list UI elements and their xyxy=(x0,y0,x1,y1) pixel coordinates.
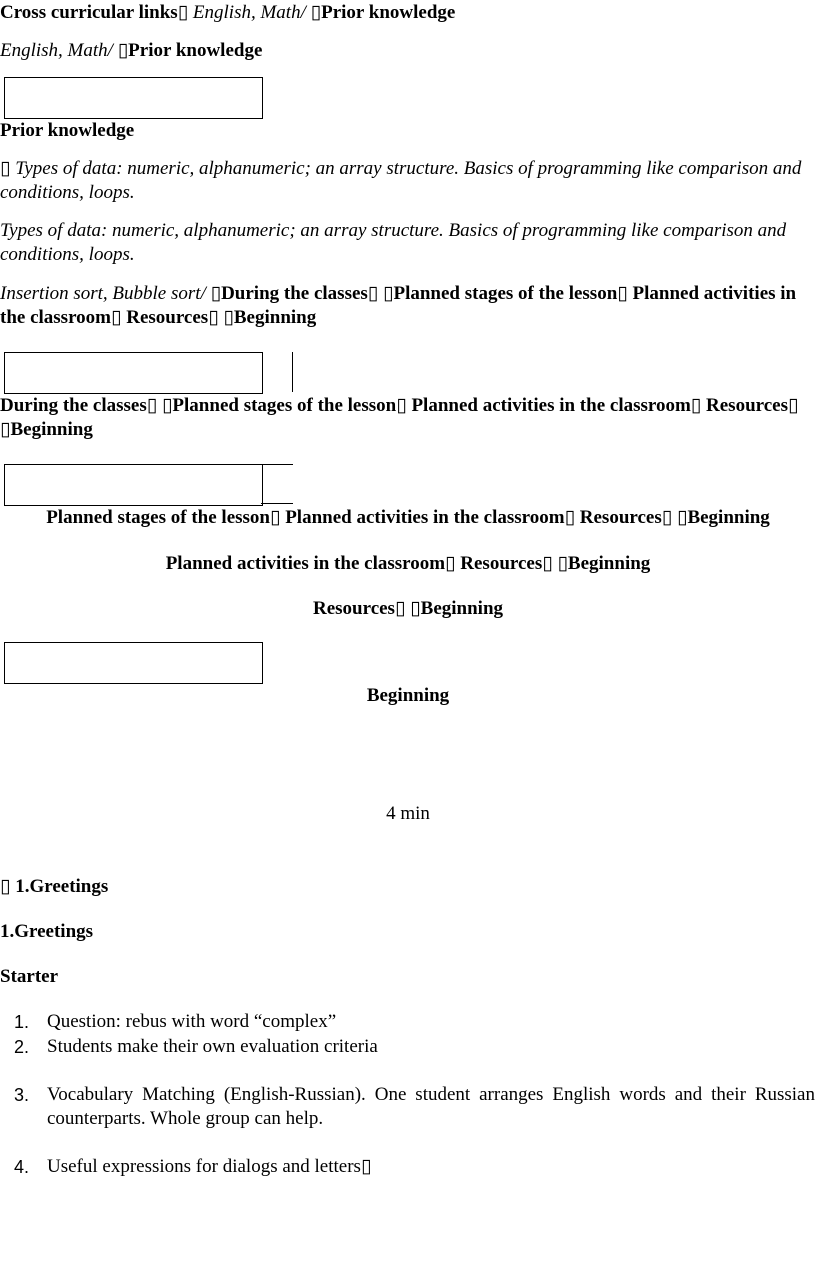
missing-glyph: ▯ xyxy=(161,395,173,416)
missing-glyph: ▯ xyxy=(690,395,702,416)
time-value: 4 min xyxy=(386,803,430,824)
cell-border-line xyxy=(261,503,293,504)
english-math-value: English, Math xyxy=(0,40,108,61)
planned-activities-line xyxy=(0,552,816,576)
missing-glyph: ▯ xyxy=(445,553,456,574)
resources-label-4: Resources xyxy=(460,553,543,574)
missing-glyph: ▯ xyxy=(177,2,189,23)
prior-heading: Prior knowledge xyxy=(0,120,135,141)
missing-glyph: ▯ xyxy=(396,395,407,416)
planned-stages-label: Planned stages of the lesson xyxy=(393,283,618,304)
list-item-text xyxy=(47,1155,815,1179)
resources-label: Resources xyxy=(126,307,209,328)
slash-glyph: / xyxy=(300,2,306,23)
missing-glyph: ▯ xyxy=(310,2,322,23)
prior-text-line xyxy=(0,157,812,205)
list-item-text: Vocabulary Matching (English-Russian). One student arranges English words and their Russian counterparts. Whole group can help. xyxy=(47,1084,815,1129)
beginning-label: Beginning xyxy=(233,307,317,328)
greetings-heading: 1.Greetings xyxy=(0,921,94,942)
empty-cell-box xyxy=(4,352,263,394)
planned-activities-label-2: Planned activities in the classroom xyxy=(411,395,691,416)
beginning-label-5: Beginning xyxy=(420,598,504,619)
english-math-line xyxy=(0,39,262,63)
missing-glyph: ▯ xyxy=(111,307,122,328)
resources-label-3: Resources xyxy=(579,507,662,528)
list-item-number: 3. xyxy=(14,1085,30,1105)
prior-text-2: Types of data: numeric, alphanumeric; an array structure. Basics of programming like comparison and conditions, loops. xyxy=(0,220,787,265)
resources-label-2: Resources xyxy=(706,395,788,416)
missing-glyph: ▯ xyxy=(394,598,406,619)
sort-value: Insertion sort, Bubble sort xyxy=(0,283,201,304)
planned-activities-label-4: Planned activities in the classroom xyxy=(165,553,446,574)
during-label-2: During the classes xyxy=(0,395,147,416)
prior-label: Prior knowledge xyxy=(321,2,456,23)
beginning-label-2: Beginning xyxy=(10,419,93,440)
missing-glyph: ▯ xyxy=(0,876,11,897)
empty-cell-box xyxy=(4,642,263,684)
resources-label-5: Resources xyxy=(312,598,395,619)
missing-glyph: ▯ xyxy=(117,40,129,61)
missing-glyph: ▯ xyxy=(210,283,222,304)
list-item-number: 2. xyxy=(14,1037,30,1057)
missing-glyph: ▯ xyxy=(208,307,219,328)
missing-glyph: ▯ xyxy=(410,598,421,619)
missing-glyph: ▯ xyxy=(557,553,568,574)
missing-glyph: ▯ xyxy=(676,507,688,528)
planned-stages-line xyxy=(0,506,816,530)
planned-stages-label-3: Planned stages of the lesson xyxy=(46,507,270,528)
cross-curricular-line xyxy=(0,1,455,25)
planned-activities-label-3: Planned activities in the classroom xyxy=(285,507,565,528)
cross-value: English, Math xyxy=(192,2,301,23)
missing-glyph: ▯ xyxy=(0,419,11,440)
empty-cell-box xyxy=(4,77,263,119)
missing-glyph: ▯ xyxy=(564,507,576,528)
missing-glyph: ▯ xyxy=(787,395,799,416)
list-item-text: Question: rebus with word “complex” xyxy=(47,1011,337,1032)
missing-glyph: ▯ xyxy=(269,507,281,528)
greetings-line xyxy=(0,875,108,899)
slash-glyph: / xyxy=(107,40,113,61)
cell-border-line xyxy=(292,352,293,392)
missing-glyph: ▯ xyxy=(0,158,11,179)
list-item-number: 4. xyxy=(14,1157,30,1177)
missing-glyph: ▯ xyxy=(542,553,553,574)
during-headers-line xyxy=(0,394,812,442)
missing-glyph: ▯ xyxy=(223,307,234,328)
beginning-label-3: Beginning xyxy=(687,507,770,528)
missing-glyph: ▯ xyxy=(617,283,628,304)
prior-label-2: Prior knowledge xyxy=(128,40,263,61)
during-label: During the classes xyxy=(221,283,368,304)
beginning-label-4: Beginning xyxy=(567,553,651,574)
sort-and-headers-line xyxy=(0,282,812,330)
beginning-heading: Beginning xyxy=(366,685,450,706)
missing-glyph: ▯ xyxy=(383,283,394,304)
slash-glyph: / xyxy=(200,283,206,304)
list-item-text-value: Useful expressions for dialogs and letters xyxy=(47,1156,361,1177)
prior-text: Types of data: numeric, alphanumeric; an array structure. Basics of programming like comparison and conditions, loops. xyxy=(0,158,802,203)
list-item-number: 1. xyxy=(14,1012,30,1032)
planned-activities-label: Planned activities in the classroom xyxy=(0,283,797,328)
resources-line xyxy=(0,597,816,621)
starter-heading: Starter xyxy=(0,966,59,987)
empty-cell-box xyxy=(4,464,263,506)
list-item-text: Students make their own evaluation criteria xyxy=(47,1036,378,1057)
planned-stages-label-2: Planned stages of the lesson xyxy=(172,395,397,416)
greetings-label: 1.Greetings xyxy=(15,876,109,897)
cell-border-line xyxy=(261,464,293,465)
missing-glyph: ▯ xyxy=(661,507,673,528)
missing-glyph: ▯ xyxy=(367,283,379,304)
cross-label: Cross curricular links xyxy=(0,2,178,23)
missing-glyph: ▯ xyxy=(360,1156,372,1177)
missing-glyph: ▯ xyxy=(146,395,158,416)
